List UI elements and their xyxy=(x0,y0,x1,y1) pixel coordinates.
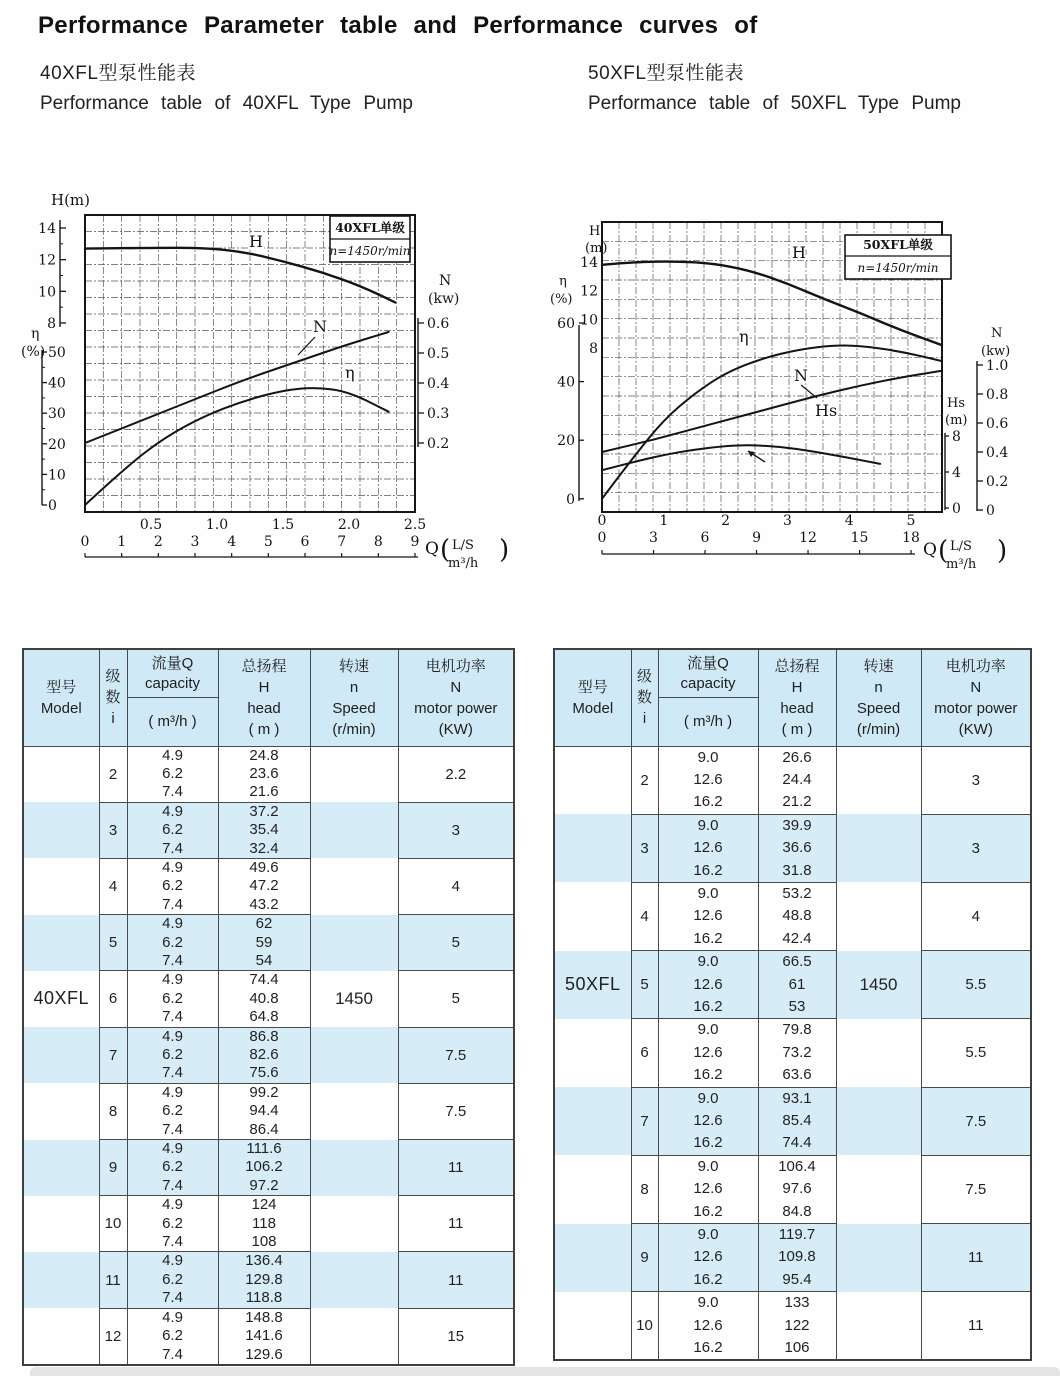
svg-text:0: 0 xyxy=(986,503,995,519)
cell-motor-power: 4 xyxy=(921,882,1031,950)
cell-stage-count: 6 xyxy=(631,1019,658,1087)
svg-text:12: 12 xyxy=(580,283,598,300)
svg-text:10: 10 xyxy=(38,284,56,301)
performance-chart-50xfl xyxy=(545,185,1060,590)
cell-stage-count: 7 xyxy=(99,1027,127,1083)
cell-model xyxy=(554,746,631,814)
cell-model xyxy=(23,915,99,971)
cell-model xyxy=(554,1019,631,1087)
svg-text:L/S: L/S xyxy=(452,538,474,553)
cell-model xyxy=(554,1087,631,1155)
cell-head-values: 53.2 48.8 42.4 xyxy=(758,882,836,950)
y-axis-H xyxy=(580,224,607,357)
column-header-model: 型号 Model xyxy=(554,649,631,746)
cell-head-values: 111.6 106.2 97.2 xyxy=(218,1140,310,1196)
page-title: Performance Parameter table and Performance curves of xyxy=(38,12,758,39)
cell-model: 50XFL xyxy=(554,951,631,1019)
svg-text:(m): (m) xyxy=(945,413,968,428)
svg-text:4: 4 xyxy=(844,513,854,529)
cell-capacity-values: 9.0 12.6 16.2 xyxy=(658,882,758,950)
cell-head-values: 37.2 35.4 32.4 xyxy=(218,802,310,858)
cell-capacity-values: 4.9 6.2 7.4 xyxy=(127,1140,218,1196)
cell-capacity-values: 4.9 6.2 7.4 xyxy=(127,1027,218,1083)
cell-model xyxy=(23,1083,99,1139)
svg-text:0: 0 xyxy=(952,501,961,517)
svg-text:50: 50 xyxy=(48,345,66,361)
cell-stage-count: 9 xyxy=(631,1224,658,1292)
svg-text:1: 1 xyxy=(659,513,669,529)
table-row-stage-9 xyxy=(554,1224,1031,1292)
svg-text:1.0: 1.0 xyxy=(205,517,229,533)
cell-capacity-values: 9.0 12.6 16.2 xyxy=(658,951,758,1019)
cell-head-values: 74.4 40.8 64.8 xyxy=(218,971,310,1027)
svg-text:): ) xyxy=(997,536,1008,566)
svg-text:2.5: 2.5 xyxy=(403,517,427,533)
chart-root xyxy=(550,222,1010,572)
chart-annotation-box xyxy=(329,216,410,262)
cell-speed xyxy=(310,858,398,914)
cell-head-values: 119.7 109.8 95.4 xyxy=(758,1224,836,1292)
svg-text:50XFL单级: 50XFL单级 xyxy=(863,237,933,252)
cell-model xyxy=(23,1308,99,1365)
cell-capacity-values: 9.0 12.6 16.2 xyxy=(658,1087,758,1155)
chart-root xyxy=(21,191,509,571)
svg-text:1.0: 1.0 xyxy=(986,358,1009,374)
cell-capacity-values: 4.9 6.2 7.4 xyxy=(127,1252,218,1308)
cell-stage-count: 4 xyxy=(631,882,658,950)
svg-text:8: 8 xyxy=(373,534,383,550)
svg-text:H: H xyxy=(249,232,263,251)
svg-text:): ) xyxy=(499,535,510,565)
cell-speed xyxy=(310,1083,398,1139)
cell-stage-count: 8 xyxy=(631,1155,658,1223)
table-row-stage-5 xyxy=(23,915,514,971)
cell-stage-count: 3 xyxy=(99,802,127,858)
cell-stage-count: 7 xyxy=(631,1087,658,1155)
y-axis-eta xyxy=(550,274,584,508)
section-heading-cn-40xfl: 40XFL型泵性能表 xyxy=(40,63,196,84)
svg-text:H(m): H(m) xyxy=(51,191,91,209)
svg-text:2.0: 2.0 xyxy=(337,517,361,533)
svg-text:Hs: Hs xyxy=(815,401,838,420)
cell-capacity-values: 4.9 6.2 7.4 xyxy=(127,746,218,802)
cell-speed xyxy=(310,1140,398,1196)
column-header-motor-power: 电机功率 N motor power (KW) xyxy=(398,649,514,746)
cell-capacity-values: 9.0 12.6 16.2 xyxy=(658,1224,758,1292)
cell-stage-count: 3 xyxy=(631,814,658,882)
svg-text:9: 9 xyxy=(752,530,761,546)
page-bottom-divider xyxy=(30,1367,1060,1376)
svg-text:40: 40 xyxy=(48,375,66,392)
svg-text:10: 10 xyxy=(48,467,66,484)
svg-text:18: 18 xyxy=(902,530,920,546)
table-row-stage-12 xyxy=(23,1308,514,1365)
svg-text:15: 15 xyxy=(850,530,869,546)
parameter-table xyxy=(22,648,515,1366)
svg-text:8: 8 xyxy=(47,315,56,332)
cell-motor-power: 7.5 xyxy=(921,1087,1031,1155)
svg-text:0.2: 0.2 xyxy=(986,474,1009,490)
cell-model xyxy=(554,814,631,882)
column-header-speed: 转速 n Speed (r/min) xyxy=(836,649,921,746)
cell-speed xyxy=(310,802,398,858)
cell-stage-count: 10 xyxy=(99,1196,127,1252)
cell-head-values: 86.8 82.6 75.6 xyxy=(218,1027,310,1083)
cell-stage-count: 11 xyxy=(99,1252,127,1308)
cell-stage-count: 8 xyxy=(99,1083,127,1139)
svg-text:m³/h: m³/h xyxy=(448,556,479,571)
svg-text:0.3: 0.3 xyxy=(427,406,450,422)
svg-text:60: 60 xyxy=(557,316,575,332)
cell-speed xyxy=(310,1252,398,1308)
y-axis-H xyxy=(38,191,90,332)
svg-text:(kw): (kw) xyxy=(428,291,460,307)
svg-text:0.8: 0.8 xyxy=(986,387,1009,403)
cell-head-values: 106.4 97.6 84.8 xyxy=(758,1155,836,1223)
cell-model xyxy=(23,858,99,914)
cell-capacity-values: 4.9 6.2 7.4 xyxy=(127,858,218,914)
column-header-capacity: 流量Q capacity ( m³/h ) xyxy=(658,649,758,746)
svg-text:0.5: 0.5 xyxy=(427,346,450,362)
cell-model xyxy=(554,882,631,950)
svg-text:(: ( xyxy=(440,535,451,565)
cell-head-values: 124 118 108 xyxy=(218,1196,310,1252)
cell-stage-count: 12 xyxy=(99,1308,127,1365)
cell-motor-power: 11 xyxy=(398,1196,514,1252)
y-axis-N xyxy=(418,273,459,452)
svg-text:(kw): (kw) xyxy=(981,344,1011,359)
cell-speed xyxy=(836,882,921,950)
svg-text:(m): (m) xyxy=(585,241,608,256)
svg-text:(%): (%) xyxy=(21,344,46,360)
table-row-stage-8 xyxy=(23,1083,514,1139)
column-header-head: 总扬程 H head ( m ) xyxy=(218,649,310,746)
cell-model xyxy=(23,746,99,802)
cell-head-values: 99.2 94.4 86.4 xyxy=(218,1083,310,1139)
svg-text:12: 12 xyxy=(799,530,817,546)
y-axis-Hs xyxy=(945,396,967,517)
svg-text:40XFL单级: 40XFL单级 xyxy=(335,220,405,235)
cell-model xyxy=(23,1252,99,1308)
svg-text:7: 7 xyxy=(337,534,347,550)
table-row-stage-2 xyxy=(554,746,1031,814)
cell-head-values: 24.8 23.6 21.6 xyxy=(218,746,310,802)
svg-text:5: 5 xyxy=(263,534,273,550)
svg-text:Hs: Hs xyxy=(947,396,966,411)
cell-speed: 1450 xyxy=(310,971,398,1027)
table-row-stage-3 xyxy=(23,802,514,858)
cell-motor-power: 7.5 xyxy=(921,1155,1031,1223)
svg-text:0: 0 xyxy=(80,534,90,550)
cell-stage-count: 2 xyxy=(99,746,127,802)
cell-motor-power: 7.5 xyxy=(398,1083,514,1139)
cell-model xyxy=(23,1140,99,1196)
svg-text:H: H xyxy=(792,243,806,262)
cell-capacity-values: 4.9 6.2 7.4 xyxy=(127,1083,218,1139)
cell-speed xyxy=(836,1019,921,1087)
svg-text:1: 1 xyxy=(117,534,127,550)
cell-head-values: 49.6 47.2 43.2 xyxy=(218,858,310,914)
svg-text:N: N xyxy=(439,273,452,289)
svg-text:0: 0 xyxy=(48,498,57,514)
y-axis-N xyxy=(977,326,1010,519)
svg-text:η: η xyxy=(31,326,40,342)
cell-head-values: 62 59 54 xyxy=(218,915,310,971)
svg-text:0: 0 xyxy=(566,491,575,508)
cell-motor-power: 15 xyxy=(398,1308,514,1365)
cell-speed xyxy=(310,1196,398,1252)
svg-text:4: 4 xyxy=(227,534,237,550)
cell-capacity-values: 4.9 6.2 7.4 xyxy=(127,971,218,1027)
cell-motor-power: 5 xyxy=(398,915,514,971)
pointer-arrow xyxy=(748,451,765,462)
cell-capacity-values: 9.0 12.6 16.2 xyxy=(658,1292,758,1361)
table-row-stage-9 xyxy=(23,1140,514,1196)
table-row-stage-6 xyxy=(23,971,514,1027)
cell-model: 40XFL xyxy=(23,971,99,1027)
table-row-stage-7 xyxy=(23,1027,514,1083)
column-header-head: 总扬程 H head ( m ) xyxy=(758,649,836,746)
cell-speed xyxy=(310,746,398,802)
svg-text:(%): (%) xyxy=(550,292,573,307)
svg-text:L/S: L/S xyxy=(950,539,972,554)
cell-motor-power: 7.5 xyxy=(398,1027,514,1083)
svg-text:9: 9 xyxy=(410,534,420,550)
svg-text:14: 14 xyxy=(38,221,56,237)
cell-stage-count: 9 xyxy=(99,1140,127,1196)
cell-model xyxy=(23,1027,99,1083)
cell-head-values: 93.1 85.4 74.4 xyxy=(758,1087,836,1155)
cell-speed xyxy=(836,1087,921,1155)
cell-head-values: 136.4 129.8 118.8 xyxy=(218,1252,310,1308)
cell-motor-power: 11 xyxy=(398,1140,514,1196)
table-row-stage-3 xyxy=(554,814,1031,882)
table-row-stage-8 xyxy=(554,1155,1031,1223)
cell-motor-power: 5.5 xyxy=(921,1019,1031,1087)
cell-capacity-values: 9.0 12.6 16.2 xyxy=(658,1155,758,1223)
svg-text:0.2: 0.2 xyxy=(427,436,450,452)
svg-text:10: 10 xyxy=(580,312,598,329)
cell-stage-count: 6 xyxy=(99,971,127,1027)
cell-capacity-values: 4.9 6.2 7.4 xyxy=(127,915,218,971)
cell-stage-count: 4 xyxy=(99,858,127,914)
svg-text:η: η xyxy=(345,363,355,382)
svg-text:4: 4 xyxy=(952,465,961,481)
svg-text:6: 6 xyxy=(300,534,310,550)
cell-capacity-values: 9.0 12.6 16.2 xyxy=(658,814,758,882)
svg-text:8: 8 xyxy=(952,429,961,445)
svg-text:H: H xyxy=(589,224,601,239)
section-heading-en-50xfl: Performance table of 50XFL Type Pump xyxy=(588,93,961,114)
column-header-stages: 级 数 i xyxy=(99,649,127,746)
cell-head-values: 148.8 141.6 129.6 xyxy=(218,1308,310,1365)
cell-motor-power: 5 xyxy=(398,971,514,1027)
svg-text:n=1450r/min: n=1450r/min xyxy=(329,244,411,258)
cell-head-values: 133 122 106 xyxy=(758,1292,836,1361)
cell-speed: 1450 xyxy=(836,951,921,1019)
table-row-stage-10 xyxy=(554,1292,1031,1361)
cell-model xyxy=(554,1155,631,1223)
svg-text:14: 14 xyxy=(580,255,598,271)
svg-text:0.4: 0.4 xyxy=(427,376,450,392)
section-heading-cn-50xfl: 50XFL型泵性能表 xyxy=(588,63,744,84)
cell-motor-power: 5.5 xyxy=(921,951,1031,1019)
column-header-model: 型号 Model xyxy=(23,649,99,746)
curve-eta xyxy=(85,363,389,505)
parameter-table xyxy=(553,648,1032,1361)
svg-text:12: 12 xyxy=(38,252,56,269)
cell-motor-power: 4 xyxy=(398,858,514,914)
svg-text:0: 0 xyxy=(597,513,607,529)
cell-head-values: 39.9 36.6 31.8 xyxy=(758,814,836,882)
cell-stage-count: 2 xyxy=(631,746,658,814)
cell-capacity-values: 4.9 6.2 7.4 xyxy=(127,1196,218,1252)
column-header-motor-power: 电机功率 N motor power (KW) xyxy=(921,649,1031,746)
svg-text:30: 30 xyxy=(48,406,66,423)
svg-text:(: ( xyxy=(938,536,949,566)
svg-text:η: η xyxy=(559,274,567,289)
chart-annotation-box xyxy=(845,235,951,279)
cell-stage-count: 5 xyxy=(631,951,658,1019)
cell-speed xyxy=(836,1155,921,1223)
svg-text:40: 40 xyxy=(557,374,575,391)
cell-stage-count: 5 xyxy=(99,915,127,971)
table-row-stage-7 xyxy=(554,1087,1031,1155)
svg-text:0.6: 0.6 xyxy=(427,316,450,332)
column-header-stages: 级 数 i xyxy=(631,649,658,746)
table-row-stage-10 xyxy=(23,1196,514,1252)
cell-motor-power: 2.2 xyxy=(398,746,514,802)
svg-text:Q: Q xyxy=(923,540,937,560)
cell-capacity-values: 9.0 12.6 16.2 xyxy=(658,746,758,814)
cell-speed xyxy=(836,1292,921,1361)
cell-capacity-values: 4.9 6.2 7.4 xyxy=(127,802,218,858)
svg-text:6: 6 xyxy=(700,530,710,546)
cell-head-values: 66.5 61 53 xyxy=(758,951,836,1019)
svg-text:20: 20 xyxy=(48,436,66,453)
cell-motor-power: 11 xyxy=(921,1292,1031,1361)
cell-capacity-values: 4.9 6.2 7.4 xyxy=(127,1308,218,1365)
cell-motor-power: 11 xyxy=(921,1224,1031,1292)
svg-text:η: η xyxy=(739,327,749,346)
svg-text:3: 3 xyxy=(649,530,658,546)
performance-table-50xfl xyxy=(553,648,1030,1356)
svg-text:0.5: 0.5 xyxy=(139,517,163,533)
svg-text:20: 20 xyxy=(557,433,575,450)
cell-model xyxy=(554,1224,631,1292)
table-row-stage-11 xyxy=(23,1252,514,1308)
svg-text:Q: Q xyxy=(425,539,439,559)
cell-motor-power: 3 xyxy=(921,814,1031,882)
cell-speed xyxy=(310,1027,398,1083)
cell-speed xyxy=(836,814,921,882)
cell-speed xyxy=(310,915,398,971)
x-axis xyxy=(81,517,510,571)
svg-text:8: 8 xyxy=(589,340,598,357)
cell-speed xyxy=(836,746,921,814)
cell-stage-count: 10 xyxy=(631,1292,658,1361)
cell-capacity-values: 9.0 12.6 16.2 xyxy=(658,1019,758,1087)
table-row-stage-4 xyxy=(23,858,514,914)
svg-text:1.5: 1.5 xyxy=(271,517,295,533)
cell-head-values: 26.6 24.4 21.2 xyxy=(758,746,836,814)
table-row-stage-6 xyxy=(554,1019,1031,1087)
y-axis-eta xyxy=(21,326,66,514)
svg-text:N: N xyxy=(991,326,1003,341)
section-heading-en-40xfl: Performance table of 40XFL Type Pump xyxy=(40,93,413,114)
cell-motor-power: 3 xyxy=(921,746,1031,814)
svg-text:m³/h: m³/h xyxy=(946,557,977,572)
performance-chart-40xfl xyxy=(15,185,520,590)
svg-text:N: N xyxy=(794,366,808,385)
svg-text:0.4: 0.4 xyxy=(986,445,1009,461)
table-row-stage-4 xyxy=(554,882,1031,950)
x-axis xyxy=(598,513,1008,572)
svg-text:n=1450r/min: n=1450r/min xyxy=(857,261,939,275)
column-header-speed: 转速 n Speed (r/min) xyxy=(310,649,398,746)
cell-speed xyxy=(836,1224,921,1292)
curve-Hs xyxy=(602,401,880,470)
column-header-capacity: 流量Q capacity ( m³/h ) xyxy=(127,649,218,746)
svg-text:2: 2 xyxy=(721,513,731,529)
svg-text:3: 3 xyxy=(782,513,792,529)
cell-head-values: 79.8 73.2 63.6 xyxy=(758,1019,836,1087)
cell-motor-power: 11 xyxy=(398,1252,514,1308)
svg-text:3: 3 xyxy=(190,534,200,550)
cell-model xyxy=(23,802,99,858)
cell-motor-power: 3 xyxy=(398,802,514,858)
svg-text:N: N xyxy=(313,317,327,336)
svg-text:0.6: 0.6 xyxy=(986,416,1009,432)
svg-text:2: 2 xyxy=(153,534,163,550)
svg-text:5: 5 xyxy=(906,513,916,529)
table-row-stage-5 xyxy=(554,951,1031,1019)
svg-text:0: 0 xyxy=(597,530,607,546)
cell-model xyxy=(23,1196,99,1252)
cell-speed xyxy=(310,1308,398,1365)
performance-table-40xfl xyxy=(22,648,513,1363)
table-row-stage-2 xyxy=(23,746,514,802)
cell-model xyxy=(554,1292,631,1361)
